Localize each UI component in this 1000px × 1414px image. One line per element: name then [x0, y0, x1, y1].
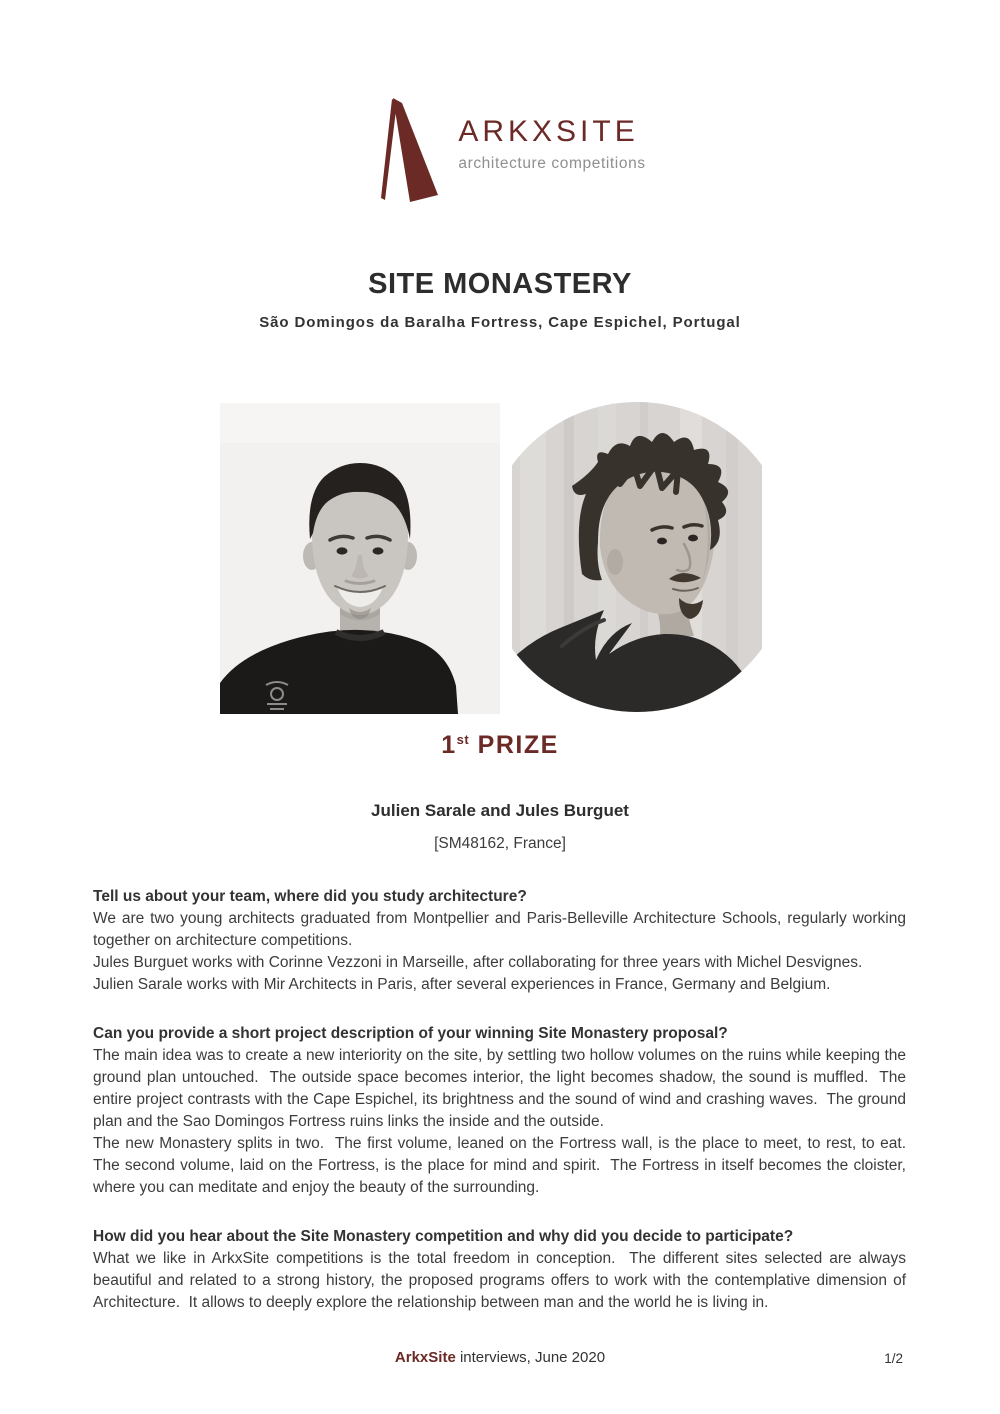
page-title: SITE MONASTERY [368, 268, 632, 300]
qa-block-3 [93, 1226, 911, 1314]
portrait-right-illustration [512, 402, 762, 712]
arkxsite-logo-mark-icon [354, 95, 442, 203]
question-heading: Tell us about your team, where did you study architecture? [93, 888, 527, 905]
portrait-photo-right [512, 402, 762, 712]
brand-tagline: architecture competitions [458, 155, 646, 172]
page-subtitle: São Domingos da Baralha Fortress, Cape Espichel, Portugal [259, 314, 741, 331]
answer-paragraph: What we like in ArkxSite competitions is the total freedom in conception. The different sites selected are always beautiful and related to a strong history, the proposed programs offers to work with the contemplative dimension of Architecture. It allows to deeply explore the relationship between man and the world he is living in. [93, 1250, 911, 1311]
logo [0, 95, 1000, 203]
qa-block-1 [93, 886, 911, 996]
brand-name: ARKXSITE [458, 115, 639, 148]
prize-number: 1 [441, 731, 457, 759]
footer-brand: ArkxSite [394, 1349, 456, 1366]
answer-paragraph: The new Monastery splits in two. The first volume, leaned on the Fortress wall, is the place to meet, to rest, to eat. The second volume, laid on the Fortress, is the place for mind and spirit. The Fortress in itself becomes the cloister, where you can meditate and enjoy the beauty of the surrounding. [93, 1135, 915, 1196]
interview-section [93, 886, 915, 1341]
question-heading: How did you hear about the Site Monastery competition and why did you decide to participate? [93, 1228, 794, 1245]
answer-paragraph: Jules Burguet works with Corinne Vezzoni in Marseille, after collaborating for three years with Michel Desvignes. [93, 954, 863, 971]
answer-paragraph: Julien Sarale works with Mir Architects in Paris, after several experiences in France, Germany and Belgium. [93, 976, 831, 993]
logo-text [458, 95, 645, 173]
footer [0, 1349, 1000, 1366]
prize-heading [0, 731, 1000, 760]
team-entry-code: [SM48162, France] [434, 835, 566, 852]
answer-paragraph: The main idea was to create a new interiority on the site, by settling two hollow volumes on the ruins while keeping the ground plan untouched. The outside space becomes interior, the light becomes shadow, the sound is muffled. The entire project contrasts with the Cape Espichel, its brightness and the sound of wind and crashing waves. The ground plan and the Sao Domingos Fortress ruins links the inside and the outside. [93, 1047, 911, 1130]
prize-ordinal: st [456, 732, 470, 747]
page-number: 1/2 [884, 1351, 903, 1366]
qa-block-2 [93, 1023, 915, 1199]
question-heading: Can you provide a short project description of your winning Site Monastery proposal? [93, 1025, 728, 1042]
footer-text: interviews, June 2020 [459, 1349, 606, 1366]
portrait-photo-left [220, 403, 500, 714]
answer-paragraph: We are two young architects graduated from Montpellier and Paris-Belleville Architecture Schools, regularly working together on architecture competitions. [93, 910, 911, 949]
prize-label: PRIZE [477, 731, 559, 759]
team-names: Julien Sarale and Jules Burguet [371, 801, 629, 820]
title-block [0, 268, 1000, 331]
portrait-left-illustration [220, 403, 500, 714]
